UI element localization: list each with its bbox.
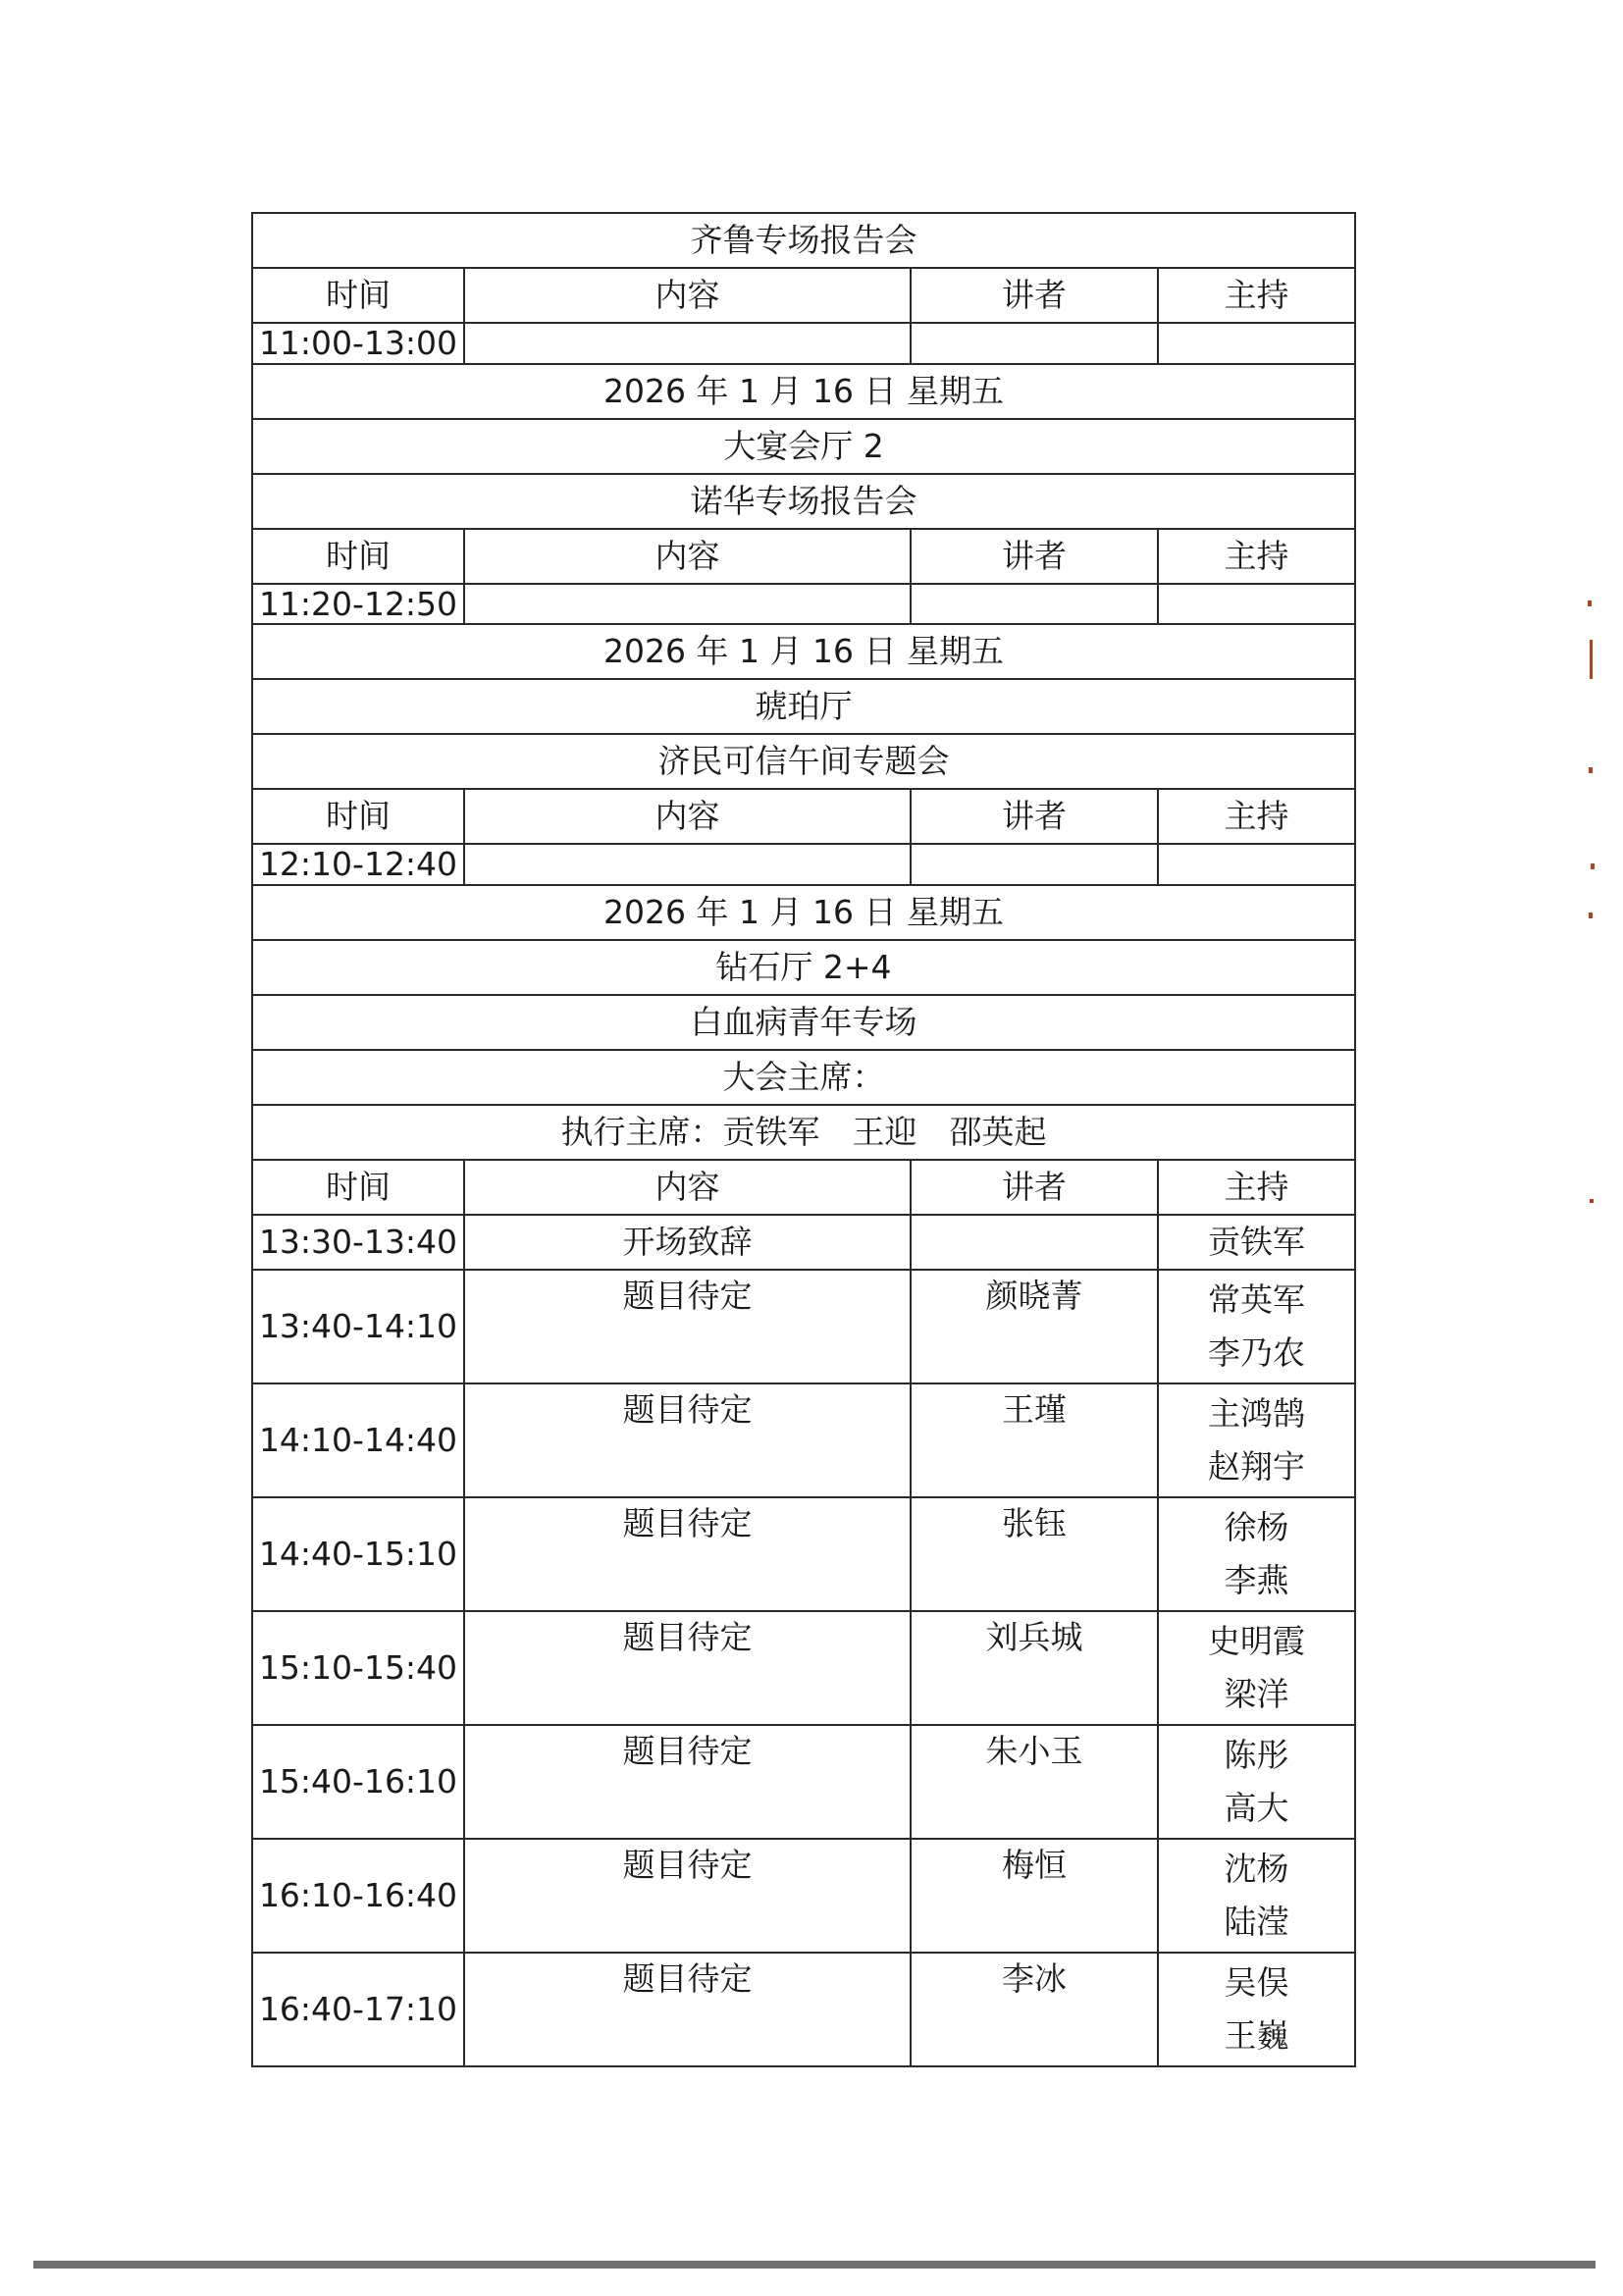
host-cell xyxy=(1158,1270,1355,1383)
header-speaker: 讲者 xyxy=(911,1160,1158,1215)
stamp-edge-mark xyxy=(1591,863,1595,869)
time-cell: 11:20-12:50 xyxy=(252,584,464,625)
host-name: 李燕 xyxy=(1224,1560,1289,1599)
session-title-row xyxy=(252,213,1355,268)
table-row xyxy=(252,1953,1355,2066)
content-cell xyxy=(464,323,911,364)
speaker-cell xyxy=(911,584,1158,625)
header-time: 时间 xyxy=(252,268,464,323)
executive-chairs: 执行主席：贡铁军 王迎 邵英起 xyxy=(252,1105,1355,1160)
table-row xyxy=(252,1383,1355,1497)
host-name: 沈杨 xyxy=(1224,1849,1289,1888)
speaker-cell: 刘兵城 xyxy=(911,1611,1158,1725)
time-cell: 16:40-17:10 xyxy=(252,1953,464,2066)
time-cell: 14:10-14:40 xyxy=(252,1383,464,1497)
table-row xyxy=(252,844,1355,885)
host-name: 常英军 xyxy=(1208,1279,1305,1319)
table-row xyxy=(252,1725,1355,1839)
host-name: 李乃农 xyxy=(1208,1332,1305,1372)
speaker-cell xyxy=(911,1215,1158,1270)
host-name: 王巍 xyxy=(1224,2015,1289,2055)
header-host: 主持 xyxy=(1158,789,1355,844)
content-cell xyxy=(464,584,911,625)
time-cell: 13:30-13:40 xyxy=(252,1215,464,1270)
executive-chairs-row xyxy=(252,1105,1355,1160)
time-cell: 11:00-13:00 xyxy=(252,323,464,364)
header-row xyxy=(252,268,1355,323)
session-title-row xyxy=(252,734,1355,789)
venue-row xyxy=(252,679,1355,734)
header-row xyxy=(252,529,1355,584)
header-speaker: 讲者 xyxy=(911,789,1158,844)
header-row xyxy=(252,1160,1355,1215)
host-name: 陈彤 xyxy=(1224,1735,1289,1774)
header-speaker: 讲者 xyxy=(911,529,1158,584)
session-venue: 大宴会厅 2 xyxy=(252,419,1355,474)
session-title: 齐鲁专场报告会 xyxy=(252,213,1355,268)
session-date: 2026 年 1 月 16 日 星期五 xyxy=(252,885,1355,940)
time-cell: 14:40-15:10 xyxy=(252,1497,464,1611)
session-title: 诺华专场报告会 xyxy=(252,474,1355,529)
header-host: 主持 xyxy=(1158,1160,1355,1215)
time-cell: 16:10-16:40 xyxy=(252,1839,464,1953)
conference-chairs: 大会主席： xyxy=(252,1050,1355,1105)
content-cell: 题目待定 xyxy=(464,1383,911,1497)
table-row xyxy=(252,1215,1355,1270)
date-row xyxy=(252,885,1355,940)
chairs-row xyxy=(252,1050,1355,1105)
session-venue: 琥珀厅 xyxy=(252,679,1355,734)
session-title: 白血病青年专场 xyxy=(252,995,1355,1050)
session-venue: 钻石厅 2+4 xyxy=(252,940,1355,995)
host-name: 主鸿鹄 xyxy=(1208,1393,1305,1433)
speaker-cell: 朱小玉 xyxy=(911,1725,1158,1839)
table-row xyxy=(252,1611,1355,1725)
host-cell xyxy=(1158,1839,1355,1953)
session-title-row xyxy=(252,995,1355,1050)
content-cell: 题目待定 xyxy=(464,1270,911,1383)
host-cell xyxy=(1158,1953,1355,2066)
host-name: 徐杨 xyxy=(1224,1507,1289,1546)
host-cell xyxy=(1158,584,1355,625)
host-cell xyxy=(1158,1497,1355,1611)
session-date: 2026 年 1 月 16 日 星期五 xyxy=(252,364,1355,419)
stamp-edge-mark xyxy=(1588,600,1592,606)
host-name: 赵翔宇 xyxy=(1208,1446,1305,1486)
time-cell: 15:10-15:40 xyxy=(252,1611,464,1725)
stamp-edge-mark xyxy=(1590,640,1593,679)
stamp-edge-mark xyxy=(1589,913,1593,918)
content-cell: 题目待定 xyxy=(464,1953,911,2066)
header-content: 内容 xyxy=(464,789,911,844)
content-cell: 开场致辞 xyxy=(464,1215,911,1270)
session-date: 2026 年 1 月 16 日 星期五 xyxy=(252,624,1355,679)
speaker-cell: 梅恒 xyxy=(911,1839,1158,1953)
host-cell xyxy=(1158,1611,1355,1725)
venue-row xyxy=(252,940,1355,995)
time-cell: 12:10-12:40 xyxy=(252,844,464,885)
speaker-cell: 张钰 xyxy=(911,1497,1158,1611)
stamp-edge-mark xyxy=(1590,1199,1594,1203)
content-cell xyxy=(464,844,911,885)
schedule-table xyxy=(251,212,1356,2067)
header-time: 时间 xyxy=(252,529,464,584)
host-cell xyxy=(1158,323,1355,364)
host-name: 梁洋 xyxy=(1224,1674,1289,1713)
host-name: 吴俣 xyxy=(1224,1962,1289,2002)
host-name: 陆滢 xyxy=(1224,1902,1289,1941)
header-content: 内容 xyxy=(464,268,911,323)
speaker-cell: 颜晓菁 xyxy=(911,1270,1158,1383)
host-cell xyxy=(1158,844,1355,885)
table-row xyxy=(252,1839,1355,1953)
header-speaker: 讲者 xyxy=(911,268,1158,323)
date-row xyxy=(252,364,1355,419)
header-content: 内容 xyxy=(464,529,911,584)
header-time: 时间 xyxy=(252,789,464,844)
schedule-page xyxy=(251,212,1354,2067)
table-row xyxy=(252,584,1355,625)
content-cell: 题目待定 xyxy=(464,1497,911,1611)
page-bottom-edge xyxy=(33,2261,1596,2269)
content-cell: 题目待定 xyxy=(464,1725,911,1839)
session-title: 济民可信午间专题会 xyxy=(252,734,1355,789)
host-name: 高大 xyxy=(1224,1788,1289,1827)
table-row xyxy=(252,323,1355,364)
table-row xyxy=(252,1270,1355,1383)
header-row xyxy=(252,789,1355,844)
content-cell: 题目待定 xyxy=(464,1839,911,1953)
venue-row xyxy=(252,419,1355,474)
host-cell xyxy=(1158,1383,1355,1497)
table-row xyxy=(252,1497,1355,1611)
speaker-cell xyxy=(911,844,1158,885)
speaker-cell: 李冰 xyxy=(911,1953,1158,2066)
host-cell: 贡铁军 xyxy=(1158,1215,1355,1270)
header-host: 主持 xyxy=(1158,529,1355,584)
date-row xyxy=(252,624,1355,679)
time-cell: 13:40-14:10 xyxy=(252,1270,464,1383)
header-host: 主持 xyxy=(1158,268,1355,323)
host-cell xyxy=(1158,1725,1355,1839)
session-title-row xyxy=(252,474,1355,529)
speaker-cell xyxy=(911,323,1158,364)
host-name: 史明霞 xyxy=(1208,1621,1305,1660)
content-cell: 题目待定 xyxy=(464,1611,911,1725)
stamp-edge-mark xyxy=(1589,767,1593,773)
speaker-cell: 王瑾 xyxy=(911,1383,1158,1497)
time-cell: 15:40-16:10 xyxy=(252,1725,464,1839)
header-time: 时间 xyxy=(252,1160,464,1215)
header-content: 内容 xyxy=(464,1160,911,1215)
